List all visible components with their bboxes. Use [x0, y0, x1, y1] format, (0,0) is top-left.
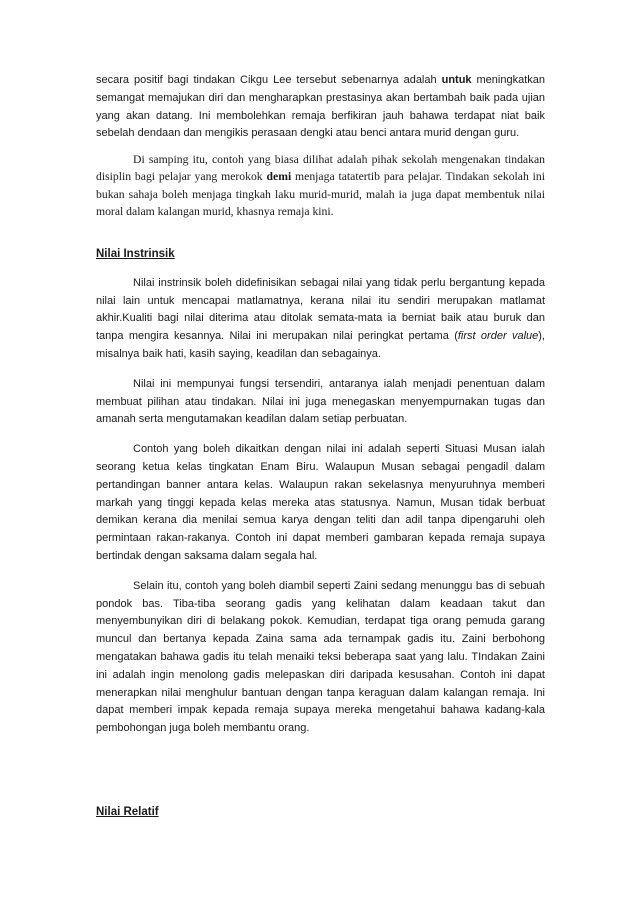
paragraph-contoh-zaini: Selain itu, contoh yang boleh diambil seperti Zaini sedang menunggu bas di sebuah pondok bas. Tiba-tiba seorang gadis yang kelihatan dalam keadaan takut dan menyembunyikan diri di belakang pokok. Kemudian, terdapat tiga orang pemuda garang muncul dan bertanya kepada Zaina sama ada ternampak gadis itu. Zaini berbohong mengatakan bahawa gadis itu telah menaiki teksi beberapa saat yang lalu. TIndakan Zaini ini adalah ingin menolong gadis melepaskan diri daripada kesusahan. Contoh ini dapat menerapkan nilai menghulur bantuan dengan tanpa keraguan dalam kalangan remaja. Ini dapat memberi impak kepada remaja supaya mereka mengetahui bahawa kadang-kala pembohongan juga boleh membantu orang. [96, 579, 545, 735]
document-page [96, 72, 545, 822]
bold-word: untuk [441, 74, 472, 86]
paragraph-text: Nilai instrinsik boleh didefinisikan sebagai nilai yang tidak perlu bergantung kepada nilai lain untuk mencapai matlamatnya, kerana nilai itu sendiri merupakan matlamat akhir.Kualiti bagi nilai diterima atau ditolak semata-mata ia berniat baik atau buruk dan tanpa mengira kesannya. Nilai ini merupakan nilai peringkat pertama ( [96, 276, 545, 343]
paragraph-text: Di samping itu, contoh yang biasa dilihat adalah pihak sekolah mengenakan tindakan disiplin bagi pelajar yang merokok [96, 153, 545, 184]
paragraph-fungsi: Nilai ini mempunyai fungsi tersendiri, antaranya ialah menjadi penentuan dalam membuat pilihan atau tindakan. Nilai ini juga menegaskan menyempurnakan tugas dan amanah serta mengutamakan keadilan dalam setiap perbuatan. [96, 377, 545, 426]
heading-nilai-relatif: Nilai Relatif [96, 805, 159, 818]
paragraph-text: secara positif bagi tindakan Cikgu Lee tersebut sebenarnya adalah [96, 74, 442, 86]
paragraph-text: ), misalnya baik hati, kasih saying, keadilan dan sebagainya. [96, 330, 545, 360]
italic-term: first order value [457, 330, 539, 343]
heading-nilai-intrinsik: Nilai Instrinsik [96, 248, 175, 260]
paragraph-cikgu-lee [96, 72, 545, 143]
paragraph-text: menjaga tatatertib para pelajar. Tindakan sekolah ini bukan sahaja boleh menjaga tingkah laku murid-murid, malah ia juga dapat membentuk nilai moral dalam kalangan murid, khasnya remaja kini. [96, 170, 546, 218]
paragraph-text: meningkatkan semangat memajukan diri dan mengharapkan prestasinya akan bertambah baik pada ujian yang akan datang. Ini membolehkan remaja berfikiran jauh bahawa terdapat niat baik sebelah dendaan dan mengikis perasaan dengki atau benci antara murid dengan guru. [96, 74, 546, 140]
bold-word: demi [266, 170, 292, 184]
paragraph-contoh-musan: Contoh yang boleh dikaitkan dengan nilai ini adalah seperti Situasi Musan ialah seorang ketua kelas tingkatan Enam Biru. Walaupun Musan sebagai pengadil dalam pertandingan banner antara kelas. Walaupun rakan sekelasnya menyuruhnya memberi markah yang tinggi kepada kelas mereka atas statusnya. Namun, Musan tidak berbuat demikan kerana dia menilai semua karya dengan teliti dan adil tanpa dipengaruhi oleh permintaan rakan-rakanya. Contoh ini dapat memberi gambaran kepada remaja supaya bertindak dengan saksama dalam segala hal. [96, 443, 545, 562]
paragraph-definisi-intrinsik [96, 275, 545, 364]
paragraph-merokok [96, 151, 545, 220]
